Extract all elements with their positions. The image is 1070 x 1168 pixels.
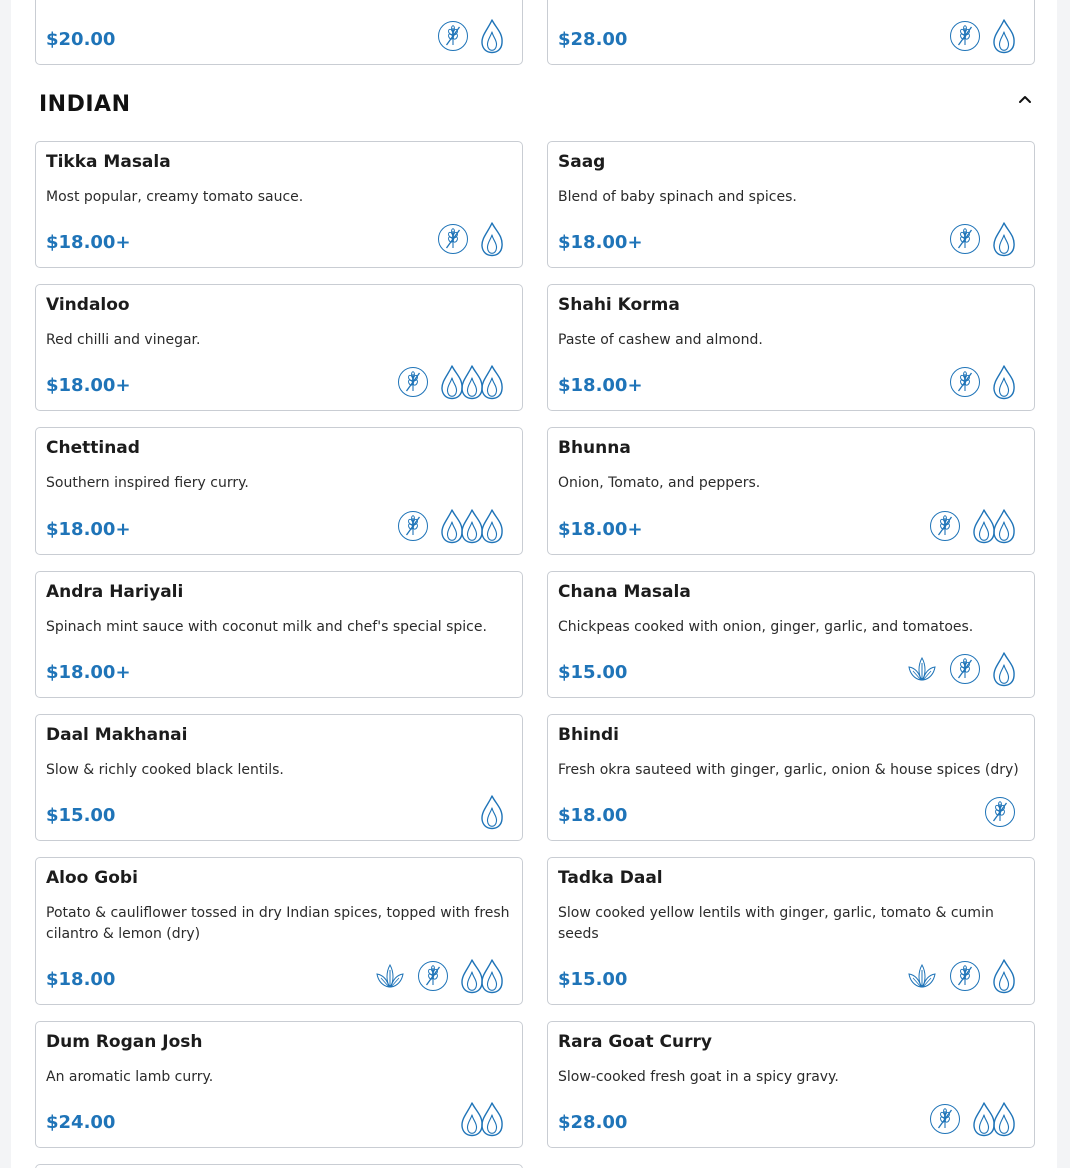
gluten-free-icon (949, 653, 981, 689)
item-name: Daal Makhanai (46, 725, 188, 745)
spice-level-1 (480, 794, 504, 834)
menu-item-card[interactable] (35, 284, 523, 411)
item-price: $18.00+ (46, 662, 131, 683)
menu-item-card[interactable] (547, 1021, 1035, 1148)
item-name: Dum Rogan Josh (46, 1032, 203, 1052)
flame-icon (480, 18, 504, 58)
item-price: $28.00 (558, 1112, 628, 1133)
spice-level-1 (992, 958, 1016, 998)
item-price: $15.00 (558, 969, 628, 990)
gluten-free-icon (949, 960, 981, 996)
flame-icon (480, 221, 504, 261)
menu-item-card[interactable] (547, 141, 1035, 268)
item-price: $20.00 (46, 29, 116, 50)
item-icons (480, 797, 504, 831)
item-icons (906, 654, 1016, 688)
item-price: $18.00+ (558, 519, 643, 540)
item-name: Tadka Daal (558, 868, 663, 888)
item-icons (437, 224, 504, 258)
item-name: Chana Masala (558, 582, 691, 602)
item-description: Paste of cashew and almond. (558, 332, 763, 348)
gluten-free-icon (949, 366, 981, 402)
flame-icon (480, 958, 504, 998)
gluten-free-icon (437, 223, 469, 259)
spice-level-2 (972, 1101, 1016, 1141)
flame-icon (992, 508, 1016, 548)
item-price: $24.00 (46, 1112, 116, 1133)
menu-item-card[interactable] (35, 427, 523, 555)
item-icons (949, 367, 1016, 401)
flame-icon (992, 958, 1016, 998)
item-name: Shahi Korma (558, 295, 680, 315)
flame-icon (992, 364, 1016, 404)
item-icons (949, 224, 1016, 258)
flame-icon (992, 221, 1016, 261)
item-name: Saag (558, 152, 606, 172)
item-price: $18.00+ (558, 232, 643, 253)
menu-item-card[interactable] (35, 714, 523, 841)
item-icons (949, 21, 1016, 55)
gluten-free-icon (929, 510, 961, 546)
item-icons (929, 511, 1016, 545)
menu-item-card[interactable] (35, 141, 523, 268)
menu-item-card[interactable] (547, 714, 1035, 841)
item-icons (906, 961, 1016, 995)
item-price: $18.00 (558, 805, 628, 826)
item-description: Potato & cauliflower tossed in dry Indian spices, topped with fresh cilantro & lemon (dry) (46, 905, 510, 942)
spice-level-3 (440, 364, 504, 404)
collapse-section-button[interactable] (1014, 90, 1036, 108)
gluten-free-icon (417, 960, 449, 996)
item-name: Andra Hariyali (46, 582, 184, 602)
flame-icon (992, 651, 1016, 691)
spice-level-1 (480, 18, 504, 58)
item-name: Chettinad (46, 438, 140, 458)
item-description: Slow cooked yellow lentils with ginger, garlic, tomato & cumin seeds (558, 905, 994, 942)
spice-level-2 (972, 508, 1016, 548)
gluten-free-icon (929, 1103, 961, 1139)
gluten-free-icon (949, 20, 981, 56)
spice-level-1 (992, 221, 1016, 261)
item-price: $18.00+ (558, 375, 643, 396)
spice-level-1 (992, 18, 1016, 58)
flame-icon (992, 1101, 1016, 1141)
item-description: An aromatic lamb curry. (46, 1069, 214, 1085)
menu-item-card[interactable] (35, 0, 523, 65)
item-name: Tikka Masala (46, 152, 171, 172)
item-description: Chickpeas cooked with onion, ginger, garlic, and tomatoes. (558, 619, 974, 635)
item-description: Slow & richly cooked black lentils. (46, 762, 284, 778)
item-icons (929, 1104, 1016, 1138)
gluten-free-icon (397, 510, 429, 546)
item-icons (984, 797, 1016, 831)
menu-item-card[interactable] (35, 1021, 523, 1148)
menu-item-card[interactable] (35, 571, 523, 698)
item-description: Southern inspired fiery curry. (46, 475, 249, 491)
item-price: $28.00 (558, 29, 628, 50)
gluten-free-icon (437, 20, 469, 56)
item-name: Bhindi (558, 725, 619, 745)
item-icons (437, 21, 504, 55)
item-description: Red chilli and vinegar. (46, 332, 201, 348)
spice-level-3 (440, 508, 504, 548)
spice-level-1 (480, 221, 504, 261)
item-price: $15.00 (46, 805, 116, 826)
spice-level-1 (992, 364, 1016, 404)
flame-icon (480, 1101, 504, 1141)
item-description: Most popular, creamy tomato sauce. (46, 189, 304, 205)
item-icons (397, 367, 504, 401)
item-description: Blend of baby spinach and spices. (558, 189, 797, 205)
item-name: Bhunna (558, 438, 631, 458)
menu-page (11, 0, 1057, 1168)
spice-level-2 (460, 1101, 504, 1141)
flame-icon (480, 508, 504, 548)
gluten-free-icon (984, 796, 1016, 832)
item-name: Rara Goat Curry (558, 1032, 712, 1052)
item-price: $18.00+ (46, 232, 131, 253)
gluten-free-icon (397, 366, 429, 402)
chevron-up-icon (1018, 94, 1032, 104)
item-price: $18.00 (46, 969, 116, 990)
spice-level-2 (460, 958, 504, 998)
item-icons (374, 961, 504, 995)
menu-item-card[interactable] (35, 857, 523, 1005)
section-title: INDIAN (39, 92, 131, 117)
vegan-leaf-icon (374, 960, 406, 996)
spice-level-1 (992, 651, 1016, 691)
item-icons (460, 1104, 504, 1138)
item-description: Fresh okra sauteed with ginger, garlic, onion & house spices (dry) (558, 762, 1019, 778)
item-description: Onion, Tomato, and peppers. (558, 475, 761, 491)
vegan-leaf-icon (906, 653, 938, 689)
menu-item-card[interactable] (35, 1164, 523, 1168)
menu-item-card[interactable] (547, 857, 1035, 1005)
menu-item-card[interactable] (547, 427, 1035, 555)
item-name: Aloo Gobi (46, 868, 138, 888)
item-price: $18.00+ (46, 375, 131, 396)
vegan-leaf-icon (906, 960, 938, 996)
item-description: Slow-cooked fresh goat in a spicy gravy. (558, 1069, 839, 1085)
item-name: Vindaloo (46, 295, 130, 315)
item-icons (397, 511, 504, 545)
item-description: Spinach mint sauce with coconut milk and chef's special spice. (46, 619, 487, 635)
flame-icon (480, 364, 504, 404)
flame-icon (992, 18, 1016, 58)
menu-item-card[interactable] (547, 0, 1035, 65)
item-price: $18.00+ (46, 519, 131, 540)
flame-icon (480, 794, 504, 834)
menu-item-card[interactable] (547, 284, 1035, 411)
item-price: $15.00 (558, 662, 628, 683)
menu-item-card[interactable] (547, 571, 1035, 698)
gluten-free-icon (949, 223, 981, 259)
